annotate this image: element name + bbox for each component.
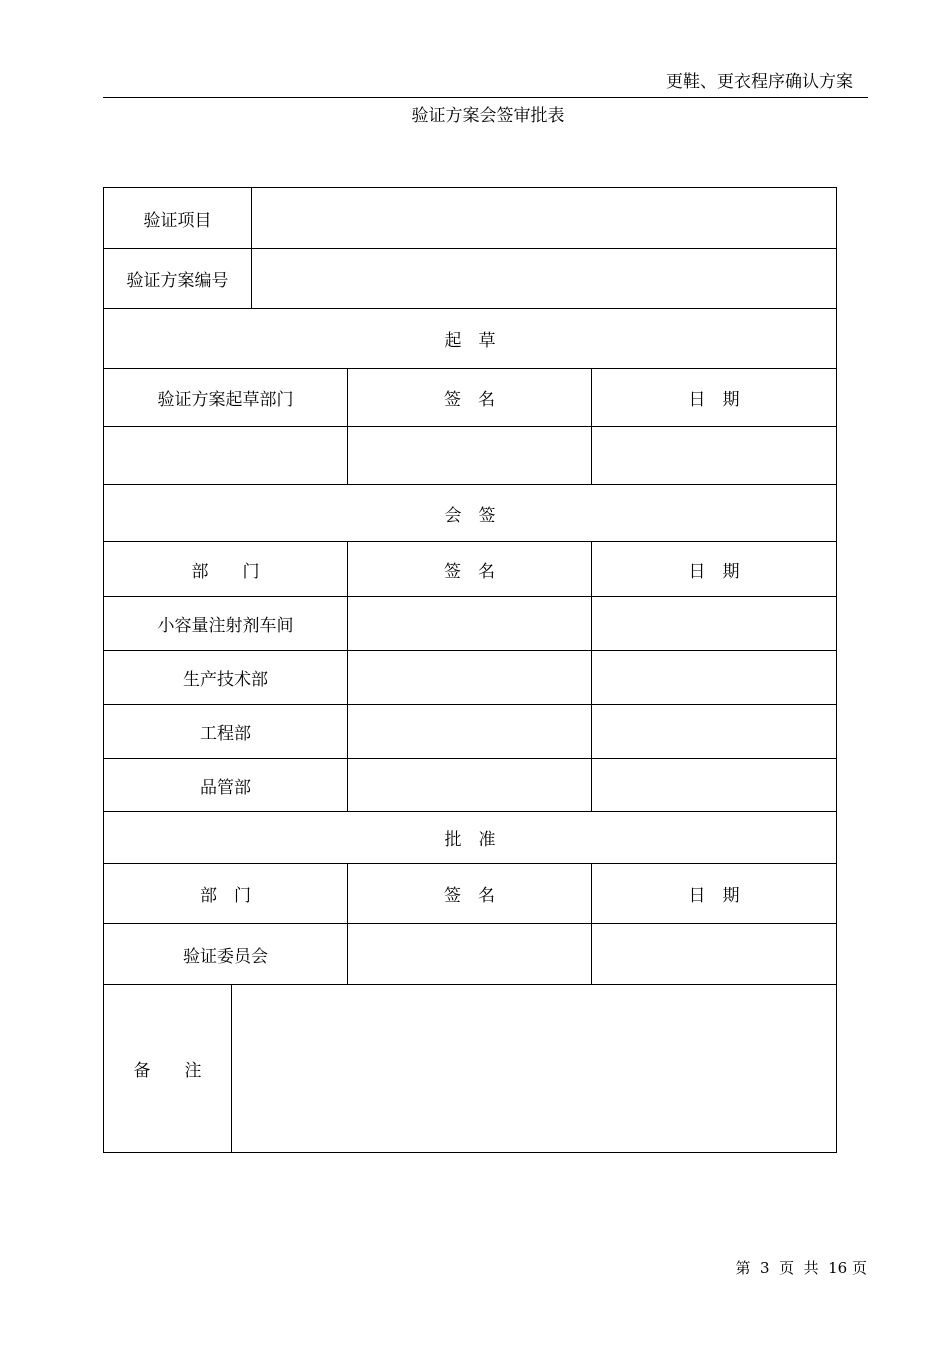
table-row xyxy=(104,759,837,812)
countersign-signature-field[interactable] xyxy=(348,759,592,812)
approval-signature-field[interactable] xyxy=(348,924,592,985)
countersign-date-field[interactable] xyxy=(592,759,837,812)
countersign-date-header: 日 期 xyxy=(592,542,837,597)
draft-date-field[interactable] xyxy=(592,427,837,485)
approval-header-row xyxy=(104,864,837,924)
draft-dept-header: 验证方案起草部门 xyxy=(104,369,348,427)
countersign-dept-cell: 生产技术部 xyxy=(104,651,348,705)
approval-section-heading: 批 准 xyxy=(104,812,837,864)
approval-signature-header: 签 名 xyxy=(348,864,592,924)
countersign-dept-cell: 品管部 xyxy=(104,759,348,812)
draft-header-row xyxy=(104,369,837,427)
table-row xyxy=(104,705,837,759)
plan-number-value-field[interactable] xyxy=(252,249,837,309)
countersign-date-field[interactable] xyxy=(592,651,837,705)
plan-number-label: 验证方案编号 xyxy=(104,249,252,309)
draft-signature-field[interactable] xyxy=(348,427,592,485)
remarks-label: 备 注 xyxy=(104,985,232,1153)
project-row xyxy=(104,188,837,249)
approval-section-row xyxy=(104,812,837,864)
page-title: 验证方案会签审批表 xyxy=(411,106,565,126)
draft-dept-field[interactable] xyxy=(104,427,348,485)
draft-section-heading: 起 草 xyxy=(104,309,837,369)
countersign-signature-header: 签 名 xyxy=(348,542,592,597)
countersign-header-row xyxy=(104,542,837,597)
countersign-date-field[interactable] xyxy=(592,705,837,759)
plan-number-row xyxy=(104,249,837,309)
draft-date-header: 日 期 xyxy=(592,369,837,427)
approval-dept-header: 部 门 xyxy=(104,864,348,924)
countersign-section-row xyxy=(104,485,837,542)
draft-signature-header: 签 名 xyxy=(348,369,592,427)
countersign-section-heading: 会 签 xyxy=(104,485,837,542)
countersign-dept-cell: 工程部 xyxy=(104,705,348,759)
header-document-title: 更鞋、更衣程序确认方案 xyxy=(666,72,853,92)
header-divider xyxy=(103,97,868,98)
remarks-field[interactable] xyxy=(232,985,837,1153)
approval-date-header: 日 期 xyxy=(592,864,837,924)
project-value-field[interactable] xyxy=(252,188,837,249)
table-row xyxy=(104,651,837,705)
remarks-row xyxy=(104,985,837,1153)
countersign-dept-header: 部 门 xyxy=(104,542,348,597)
approval-dept-cell: 验证委员会 xyxy=(104,924,348,985)
draft-entry-row xyxy=(104,427,837,485)
project-label: 验证项目 xyxy=(104,188,252,249)
countersign-date-field[interactable] xyxy=(592,597,837,651)
countersign-signature-field[interactable] xyxy=(348,705,592,759)
draft-section-row xyxy=(104,309,837,369)
table-row xyxy=(104,924,837,985)
countersign-signature-field[interactable] xyxy=(348,597,592,651)
table-row xyxy=(104,597,837,651)
page-number: 第 3 页 共 16 页 xyxy=(735,1259,867,1277)
countersign-dept-cell: 小容量注射剂车间 xyxy=(104,597,348,651)
countersign-signature-field[interactable] xyxy=(348,651,592,705)
approval-form-table xyxy=(103,187,837,1153)
approval-date-field[interactable] xyxy=(592,924,837,985)
